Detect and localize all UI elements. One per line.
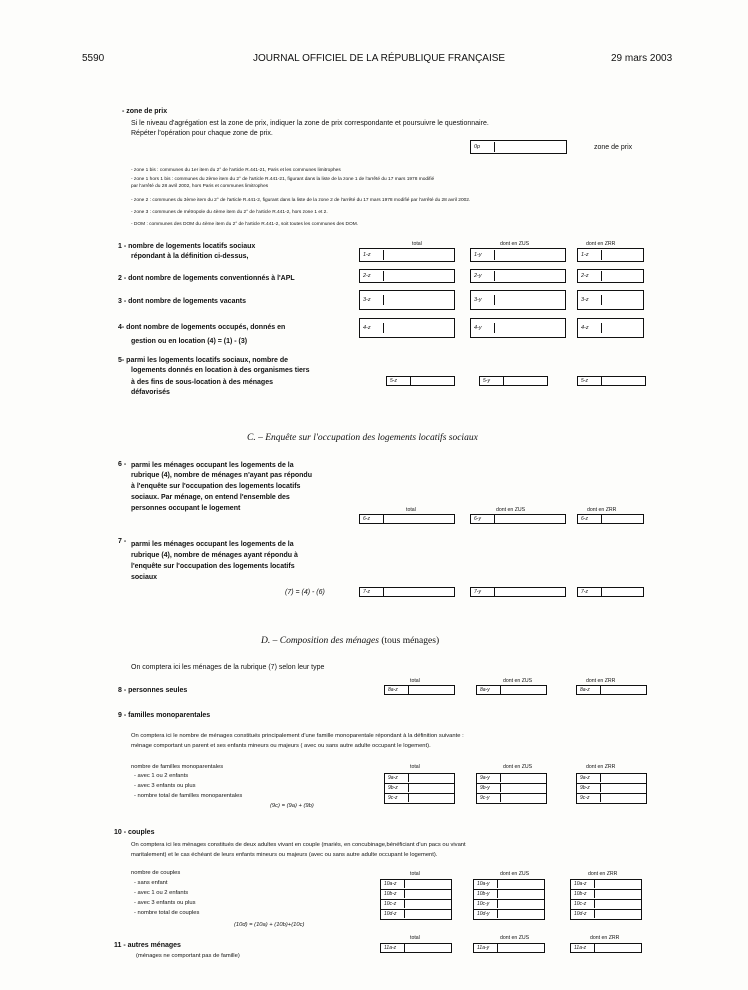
item-text: à l'enquête sur l'occupation des logements locatifs <box>131 483 301 490</box>
zone-note: - zone 1 hors 1 bis : communes du 2ème item du 2° de l'article R.441-21, figurant dans la liste de la zone 1 de l'arrêté du 17 mars 1978 modifié <box>131 177 435 182</box>
price-zone-title: - zone de prix <box>122 108 168 115</box>
item-text: rubrique (4), nombre de ménages n'ayant pas répondu <box>131 472 312 479</box>
field-code: 7-z <box>363 588 384 596</box>
item-text: personnes occupant le logement <box>131 505 241 512</box>
field-code: 2-z <box>581 271 602 281</box>
total-field[interactable] <box>359 248 455 262</box>
column-header-total: total <box>406 507 416 513</box>
column-header-zrr: dont en ZRR <box>588 871 618 877</box>
item-sublabel: (ménages ne comportant pas de famille) <box>136 953 240 959</box>
item-description: On comptera ici les ménages constitués de deux adultes vivant en couple (mariés, en concubinage,bénéficiant d'un pacs ou vivant <box>131 842 466 848</box>
column-header-zrr: dont en ZRR <box>586 764 616 770</box>
field-code: 10b-z <box>384 890 405 898</box>
field-code: 9a-z <box>388 774 409 782</box>
item-label: 10 - couples <box>114 829 155 836</box>
field-code: 4-y <box>474 323 495 333</box>
row-label: - avec 1 ou 2 enfants <box>134 773 189 779</box>
field-code: 9c-z <box>388 794 409 802</box>
item-label: répondant à la définition ci-dessus, <box>131 253 249 260</box>
item-label: gestion ou en location (4) = (1) - (3) <box>131 338 248 345</box>
total-field[interactable] <box>380 879 452 920</box>
item-label: défavorisés <box>131 389 170 396</box>
zrr-field[interactable] <box>577 587 644 597</box>
field-code: 6-y <box>474 515 495 523</box>
zus-field[interactable] <box>470 587 566 597</box>
total-field[interactable] <box>359 318 455 338</box>
field-code: 7-z <box>581 588 602 596</box>
field-code: 9b-z <box>580 784 601 792</box>
field-code: 10d-z <box>574 910 595 918</box>
column-header-total: total <box>410 935 420 941</box>
item-description: On comptera ici le nombre de ménages constitués principalement d'une famille monoparentale répondant à la définition suivante : <box>131 733 464 739</box>
section-d-intro: On comptera ici les ménages de la rubrique (7) selon leur type <box>131 664 325 671</box>
total-field[interactable] <box>384 685 455 695</box>
zus-field[interactable] <box>476 773 547 804</box>
price-zone-field-label: zone de prix <box>594 144 633 151</box>
field-code: 10a-y <box>477 880 498 888</box>
item-label: 8 - personnes seules <box>118 687 188 694</box>
field-code: 6-z <box>363 515 384 523</box>
section-d-title <box>261 636 439 646</box>
row-label: - avec 3 enfants ou plus <box>134 900 196 906</box>
item-number: 6 - <box>118 461 127 468</box>
item-text: rubrique (4), nombre de ménages ayant répondu à <box>131 552 298 559</box>
total-field[interactable] <box>359 290 455 310</box>
item-description: ménage comportant un parent et ses enfants mineurs ou majeurs ( avec ou sans autre adulte occupant le logement). <box>131 743 431 749</box>
row-label: - nombre total de familles monoparentales <box>134 793 243 799</box>
section-d-title-main: D. – Composition des ménages <box>261 636 379 646</box>
column-header-zus: dont en ZUS <box>503 764 533 770</box>
section-d-title-suffix: (tous ménages) <box>381 636 440 646</box>
field-code: 11a-y <box>477 944 498 952</box>
zus-field[interactable] <box>473 943 545 953</box>
total-field[interactable] <box>359 269 455 283</box>
field-code: 9c-z <box>580 794 601 802</box>
issue-date: 29 mars 2003 <box>611 53 673 64</box>
total-field[interactable] <box>359 514 455 524</box>
field-code: 8a-y <box>480 686 501 694</box>
zone-note: - zone 2 : communes du 3ème item du 2° de l'article R.441-2, figurant dans la liste de la zone 2 de l'arrêté du 17 mars 1978 modifié par l'arrêté du 28 avril 2002. <box>131 198 471 203</box>
item-label: 9 - familles monoparentales <box>118 712 211 719</box>
zus-field[interactable] <box>470 318 566 338</box>
field-code: 9b-y <box>480 784 501 792</box>
journal-title: JOURNAL OFFICIEL DE LA RÉPUBLIQUE FRANÇAISE <box>253 53 506 64</box>
zrr-field[interactable] <box>577 376 646 386</box>
item-text: sociaux. Par ménage, on entend l'ensemble des <box>131 494 290 501</box>
item-label: 2 - dont nombre de logements conventionnés à l'APL <box>118 275 295 282</box>
column-header-zus: dont en ZUS <box>500 935 530 941</box>
zrr-field[interactable] <box>577 290 644 310</box>
column-header-total: total <box>410 764 420 770</box>
zrr-field[interactable] <box>570 943 642 953</box>
field-code: 5-z <box>581 377 602 385</box>
zone-note: - zone 1 bis : communes du 1er item du 2° de l'article R.441-21, Paris et les communes limitrophes <box>131 168 341 173</box>
item-label: 1 - nombre de logements locatifs sociaux <box>118 243 256 250</box>
row-label: - avec 1 ou 2 enfants <box>134 890 189 896</box>
column-header-zus: dont en ZUS <box>500 241 530 247</box>
zus-field[interactable] <box>470 248 566 262</box>
zrr-field[interactable] <box>577 269 644 283</box>
field-code: 1-z <box>581 250 602 260</box>
field-code: 5-y <box>483 377 504 385</box>
field-code: 5-z <box>390 377 411 385</box>
zone-note: - zone 3 : communes de métropole du 4ème item du 2° de l'article R.441-2, hors zone 1 et 2. <box>131 210 328 215</box>
item-label: 4- dont nombre de logements occupés, donnés en <box>118 324 286 331</box>
price-zone-field[interactable] <box>470 140 567 154</box>
field-code: 0p <box>474 142 495 152</box>
zrr-field[interactable] <box>577 318 644 338</box>
price-zone-instruction: Répéter l'opération pour chaque zone de prix. <box>131 130 273 137</box>
row-label: - sans enfant <box>134 880 168 886</box>
column-header-zus: dont en ZUS <box>496 507 526 513</box>
total-field[interactable] <box>384 773 455 804</box>
column-header-zrr: dont en ZRR <box>590 935 620 941</box>
formula: (9c) = (9a) + (9b) <box>270 803 314 809</box>
field-code: 1-y <box>474 250 495 260</box>
field-code: 10c-z <box>574 900 595 908</box>
item-label: à des fins de sous-location à des ménages <box>131 379 273 386</box>
column-header-total: total <box>410 871 420 877</box>
section-c-title: C. – Enquête sur l'occupation des logements locatifs sociaux <box>247 433 478 443</box>
formula: (7) = (4) - (6) <box>285 589 325 596</box>
item-label: 5- parmi les logements locatifs sociaux, nombre de <box>118 357 288 364</box>
zus-field[interactable] <box>470 514 566 524</box>
zrr-field[interactable] <box>570 879 642 920</box>
field-code: 10b-y <box>477 890 498 898</box>
field-code: 8a-z <box>580 686 601 694</box>
item-description: maritalement) et le cas échéant de leurs enfants mineurs ou majeurs (avec ou sans autre adulte occupant le logement). <box>131 852 438 858</box>
field-code: 9c-y <box>480 794 501 802</box>
zus-field[interactable] <box>473 879 545 920</box>
field-code: 2-z <box>363 271 384 281</box>
field-code: 2-y <box>474 271 495 281</box>
total-field[interactable] <box>359 587 455 597</box>
field-code: 10c-y <box>477 900 498 908</box>
field-code: 1-z <box>363 250 384 260</box>
field-code: 4-z <box>363 323 384 333</box>
column-header-zus: dont en ZUS <box>500 871 530 877</box>
zrr-field[interactable] <box>576 773 647 804</box>
page-number: 5590 <box>82 53 105 64</box>
column-header-total: total <box>412 241 422 247</box>
item-label: 3 - dont nombre de logements vacants <box>118 298 246 305</box>
row-label: nombre de familles monoparentales <box>131 764 224 770</box>
item-label: logements donnés en location à des organismes tiers <box>131 367 310 374</box>
zone-note: - DOM : communes des DOM du 4ème item du 2° de l'article R.441-2, soit toutes les communes des DOM. <box>131 222 359 227</box>
item-text: parmi les ménages occupant les logements de la <box>131 462 294 469</box>
item-number: 7 - <box>118 538 127 545</box>
zus-field[interactable] <box>476 685 547 695</box>
item-text: parmi les ménages occupant les logements de la <box>131 541 294 548</box>
field-code: 4-z <box>581 323 602 333</box>
row-label: - avec 3 enfants ou plus <box>134 783 196 789</box>
row-label: - nombre total de couples <box>134 910 200 916</box>
field-code: 10a-z <box>384 880 405 888</box>
field-code: 6-z <box>581 515 602 523</box>
field-code: 8a-z <box>388 686 409 694</box>
item-text: sociaux <box>131 574 158 581</box>
field-code: 9b-z <box>388 784 409 792</box>
field-code: 3-z <box>363 295 384 305</box>
column-header-zrr: dont en ZRR <box>586 241 616 247</box>
zrr-field[interactable] <box>576 685 647 695</box>
zone-note: par l'arrêté du 28 avril 2002, hors Paris et communes limitrophes <box>131 184 269 189</box>
field-code: 7-y <box>474 588 495 596</box>
column-header-total: total <box>410 678 420 684</box>
zus-field[interactable] <box>470 269 566 283</box>
field-code: 10c-z <box>384 900 405 908</box>
field-code: 3-y <box>474 295 495 305</box>
field-code: 10d-y <box>477 910 498 918</box>
row-label: nombre de couples <box>131 870 181 876</box>
price-zone-instruction: Si le niveau d'agrégation est la zone de prix, indiquer la zone de prix correspondante et poursuivre le questionnaire. <box>131 120 489 127</box>
field-code: 9a-y <box>480 774 501 782</box>
field-code: 11a-z <box>574 944 595 952</box>
item-label: 11 - autres ménages <box>114 942 181 949</box>
total-field[interactable] <box>386 376 455 386</box>
field-code: 10d-z <box>384 910 405 918</box>
zus-field[interactable] <box>479 376 548 386</box>
field-code: 9a-z <box>580 774 601 782</box>
zrr-field[interactable] <box>577 248 644 262</box>
column-header-zrr: dont en ZRR <box>586 678 616 684</box>
total-field[interactable] <box>380 943 452 953</box>
zus-field[interactable] <box>470 290 566 310</box>
item-text: l'enquête sur l'occupation des logements locatifs <box>131 563 295 570</box>
field-code: 3-z <box>581 295 602 305</box>
field-code: 11a-z <box>384 944 405 952</box>
column-header-zrr: dont en ZRR <box>587 507 617 513</box>
column-header-zus: dont en ZUS <box>503 678 533 684</box>
formula: (10d) = (10a) + (10b)+(10c) <box>234 922 305 928</box>
field-code: 10b-z <box>574 890 595 898</box>
zrr-field[interactable] <box>577 514 644 524</box>
field-code: 10a-z <box>574 880 595 888</box>
